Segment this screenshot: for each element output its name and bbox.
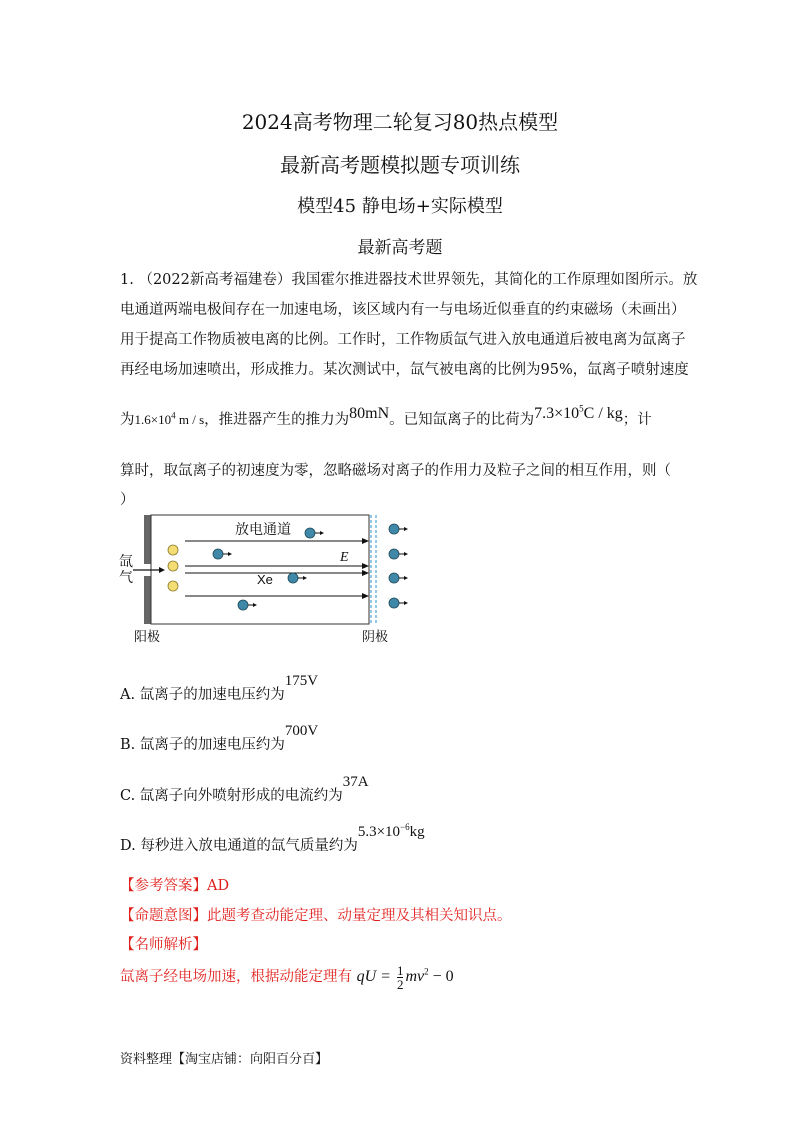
label-gas-2: 气 (119, 570, 133, 586)
energy-equation (356, 963, 454, 992)
hall-thruster-figure (115, 512, 420, 645)
gas-inlet-arrowhead (159, 567, 165, 573)
field-arrow-3 (362, 570, 369, 576)
answer-label: 【参考答案】AD (120, 878, 230, 894)
field-arrow-1 (362, 538, 369, 544)
label-gas-1: 氙 (119, 554, 133, 570)
question-line-2: 电通道两端电极间存在一加速电场，该区域内有一与电场近似垂直的约束磁场（未画出） (120, 302, 686, 318)
field-arrow-4 (362, 593, 369, 599)
doc-title: 2024高考物理二轮复习80热点模型 (241, 110, 559, 134)
label-anode: 阳极 (134, 630, 161, 645)
question-line-5 (120, 403, 652, 429)
option-d-base: 5.3×10 (357, 824, 401, 840)
question-line-3: 用于提高工作物质被电离的比例。工作时，工作物质氙气进入放电通道后被电离为氙离子 (120, 332, 686, 348)
option-d-unit: kg (409, 824, 425, 840)
option-a-text: A. 氙离子的加速电压约为 (120, 687, 285, 703)
option-a (120, 673, 319, 704)
ion-outside-2 (389, 549, 408, 559)
eq-den: 2 (396, 977, 404, 992)
label-channel: 放电通道 (235, 522, 291, 538)
neutral-atom-2 (168, 561, 178, 571)
option-a-value: 175V (284, 673, 319, 689)
eq-left: qU = (356, 968, 391, 986)
section-title: 最新高考题 (357, 238, 443, 258)
option-d-text: D. 每秒进入放电通道的氙气质量约为 (120, 838, 358, 854)
option-c-text: C. 氙离子向外喷射形成的电流约为 (120, 788, 343, 804)
analysis-text: 氙离子经电场加速，根据动能定理有 (120, 969, 352, 986)
question-line-7: ） (120, 492, 135, 508)
eq-tail: − 0 (432, 968, 454, 986)
option-d-exp: −6 (400, 822, 410, 832)
q5-text-d: ；计 (622, 412, 652, 428)
label-cathode: 阴极 (362, 630, 389, 645)
footer-text: 资料整理【淘宝店铺：向阳百分百】 (120, 1052, 329, 1067)
option-d-value (358, 824, 425, 840)
ion-outside-4 (389, 598, 408, 608)
option-b (120, 723, 319, 754)
label-ion: Xe (257, 572, 273, 587)
eq-fraction (397, 964, 404, 991)
model-title: 模型45 静电场+实际模型 (297, 196, 503, 217)
intent-text: 【命题意图】此题考查动能定理、动量定理及其相关知识点。 (120, 908, 512, 924)
q5-thrust: 80mN (349, 405, 390, 422)
q5-velocity-exp: 4 (171, 410, 176, 421)
q5-ratio-exp: 5 (579, 403, 584, 414)
eq-num: 1 (396, 963, 404, 978)
question-line-1: 1. （2022新高考福建卷）我国霍尔推进器技术世界领先，其简化的工作原理如图所示。放 (120, 272, 698, 288)
analysis-line (120, 964, 454, 991)
q5-text-a: 为 (120, 412, 135, 428)
eq-exp: 2 (424, 966, 429, 977)
q5-velocity-base: 1.6×10 (134, 412, 172, 427)
ion-inside-3 (288, 573, 307, 583)
q5-ratio-unit: C / kg (583, 405, 623, 422)
q5-text-b: ，推进器产生的推力为 (204, 412, 350, 428)
q5-ratio-base: 7.3×10 (534, 405, 580, 422)
neutral-atom-3 (168, 581, 178, 591)
q5-text-c: 。已知氙离子的比荷为 (389, 412, 535, 428)
ion-outside-3 (389, 573, 408, 583)
question-line-4: 再经电场加速喷出，形成推力。某次测试中，氙气被电离的比例为95%，氙离子喷射速度 (120, 362, 689, 378)
q5-charge-ratio (534, 405, 623, 422)
ion-outside-1 (389, 524, 408, 534)
option-b-value: 700V (284, 723, 319, 739)
analysis-label: 【名师解析】 (120, 937, 207, 953)
q5-velocity (135, 412, 205, 427)
anode-plate-bottom (144, 576, 151, 624)
option-c-value: 37A (342, 774, 369, 790)
eq-right: mv (405, 968, 425, 986)
q5-velocity-unit: m / s (178, 412, 205, 427)
ion-inside-1 (305, 528, 324, 538)
label-field: E (340, 550, 349, 565)
question-line-6: 算时，取氙离子的初速度为零，忽略磁场对离子的作用力及粒子之间的相互作用，则（ (120, 463, 671, 479)
neutral-atom-1 (168, 545, 178, 555)
option-b-text: B. 氙离子的加速电压约为 (120, 737, 285, 753)
option-c (120, 774, 369, 805)
ion-inside-2 (213, 549, 232, 559)
field-arrow-2 (362, 563, 369, 569)
doc-subtitle: 最新高考题模拟题专项训练 (280, 153, 520, 177)
ion-inside-4 (238, 600, 257, 610)
anode-plate-top (144, 515, 151, 564)
